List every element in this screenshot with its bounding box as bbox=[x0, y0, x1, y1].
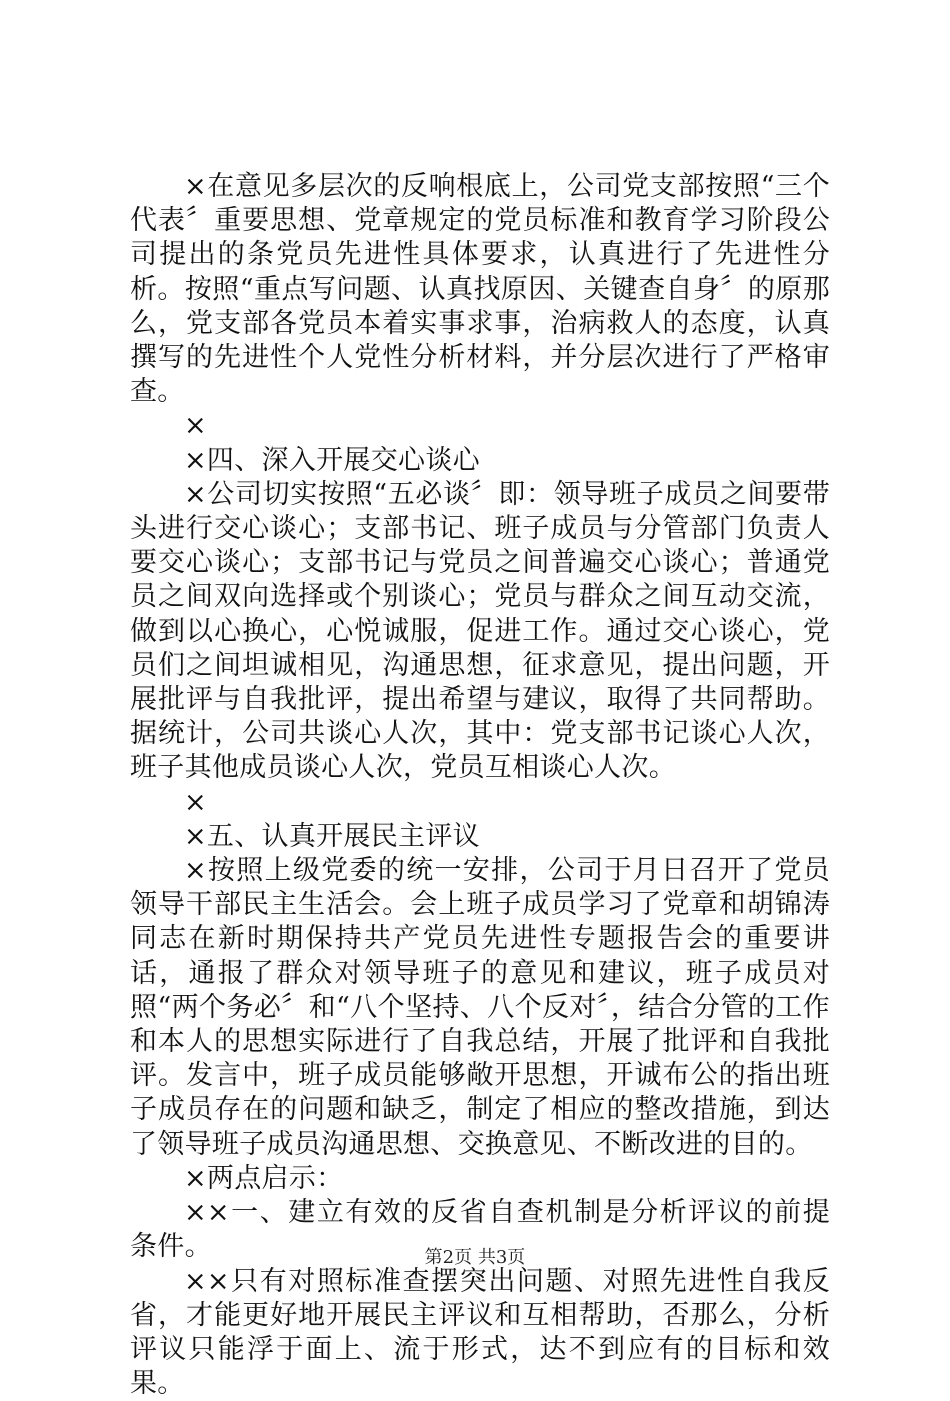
paragraph-democratic-review: ×按照上级党委的统一安排，公司于月日召开了党员领导干部民主生活会。会上班子成员学习了党章和胡锦涛同志在新时期保持共产党员先进性专题报告会的重要讲话，通报了群众对领导班子的意见和建议，班子成员对照“两个务必〞和“八个坚持、八个反对〞，结合分管的工作和本人的思想实际进行了自我总结，开展了批评和自我批评。发言中，班子成员能够敞开思想，开诚布公的指出班子成员存在的问题和缺乏，制定了相应的整改措施，到达了领导班子成员沟通思想、交换意见、不断改进的目的。 bbox=[130, 854, 830, 1162]
paragraph-marker: × bbox=[130, 786, 830, 820]
section-heading-heart-talk: ×四、深入开展交心谈心 bbox=[130, 444, 830, 478]
page-number-footer: 第2页 共3页 bbox=[0, 1246, 950, 1270]
document-body bbox=[130, 170, 830, 1401]
paragraph-analysis: ×在意见多层次的反响根底上，公司党支部按照“三个代表〞重要思想、党章规定的党员标准和教育学习阶段公司提出的条党员先进性具体要求，认真进行了先进性分析。按照“重点写问题、认真找原因、关键查自身〞的原那么，党支部各党员本着实事求事，治病救人的态度，认真撰写的先进性个人党性分析材料，并分层次进行了严格审查。 bbox=[130, 170, 830, 409]
paragraph-marker: × bbox=[130, 409, 830, 443]
paragraph-heart-talk: ×公司切实按照“五必谈〞即：领导班子成员之间要带头进行交心谈心；支部书记、班子成员与分管部门负责人要交心谈心；支部书记与党员之间普遍交心谈心；普通党员之间双向选择或个别谈心；党员与群众之间互动交流，做到以心换心，心悦诚服，促进工作。通过交心谈心，党员们之间坦诚相见，沟通思想，征求意见，提出问题，开展批评与自我批评，提出希望与建议，取得了共同帮助。据统计，公司共谈心人次，其中：党支部书记谈心人次，班子其他成员谈心人次，党员互相谈心人次。 bbox=[130, 478, 830, 786]
paragraph-insight-one: ××一、建立有效的反省自查机制是分析评议的前提条件。 bbox=[130, 1196, 830, 1264]
paragraph-insight-detail: ××只有对照标准查摆突出问题、对照先进性自我反省，才能更好地开展民主评议和互相帮助，否那么，分析评议只能浮于面上、流于形式，达不到应有的目标和效果。 bbox=[130, 1265, 830, 1401]
section-heading-democratic-review: ×五、认真开展民主评议 bbox=[130, 820, 830, 854]
section-heading-insights: ×两点启示： bbox=[130, 1162, 830, 1196]
